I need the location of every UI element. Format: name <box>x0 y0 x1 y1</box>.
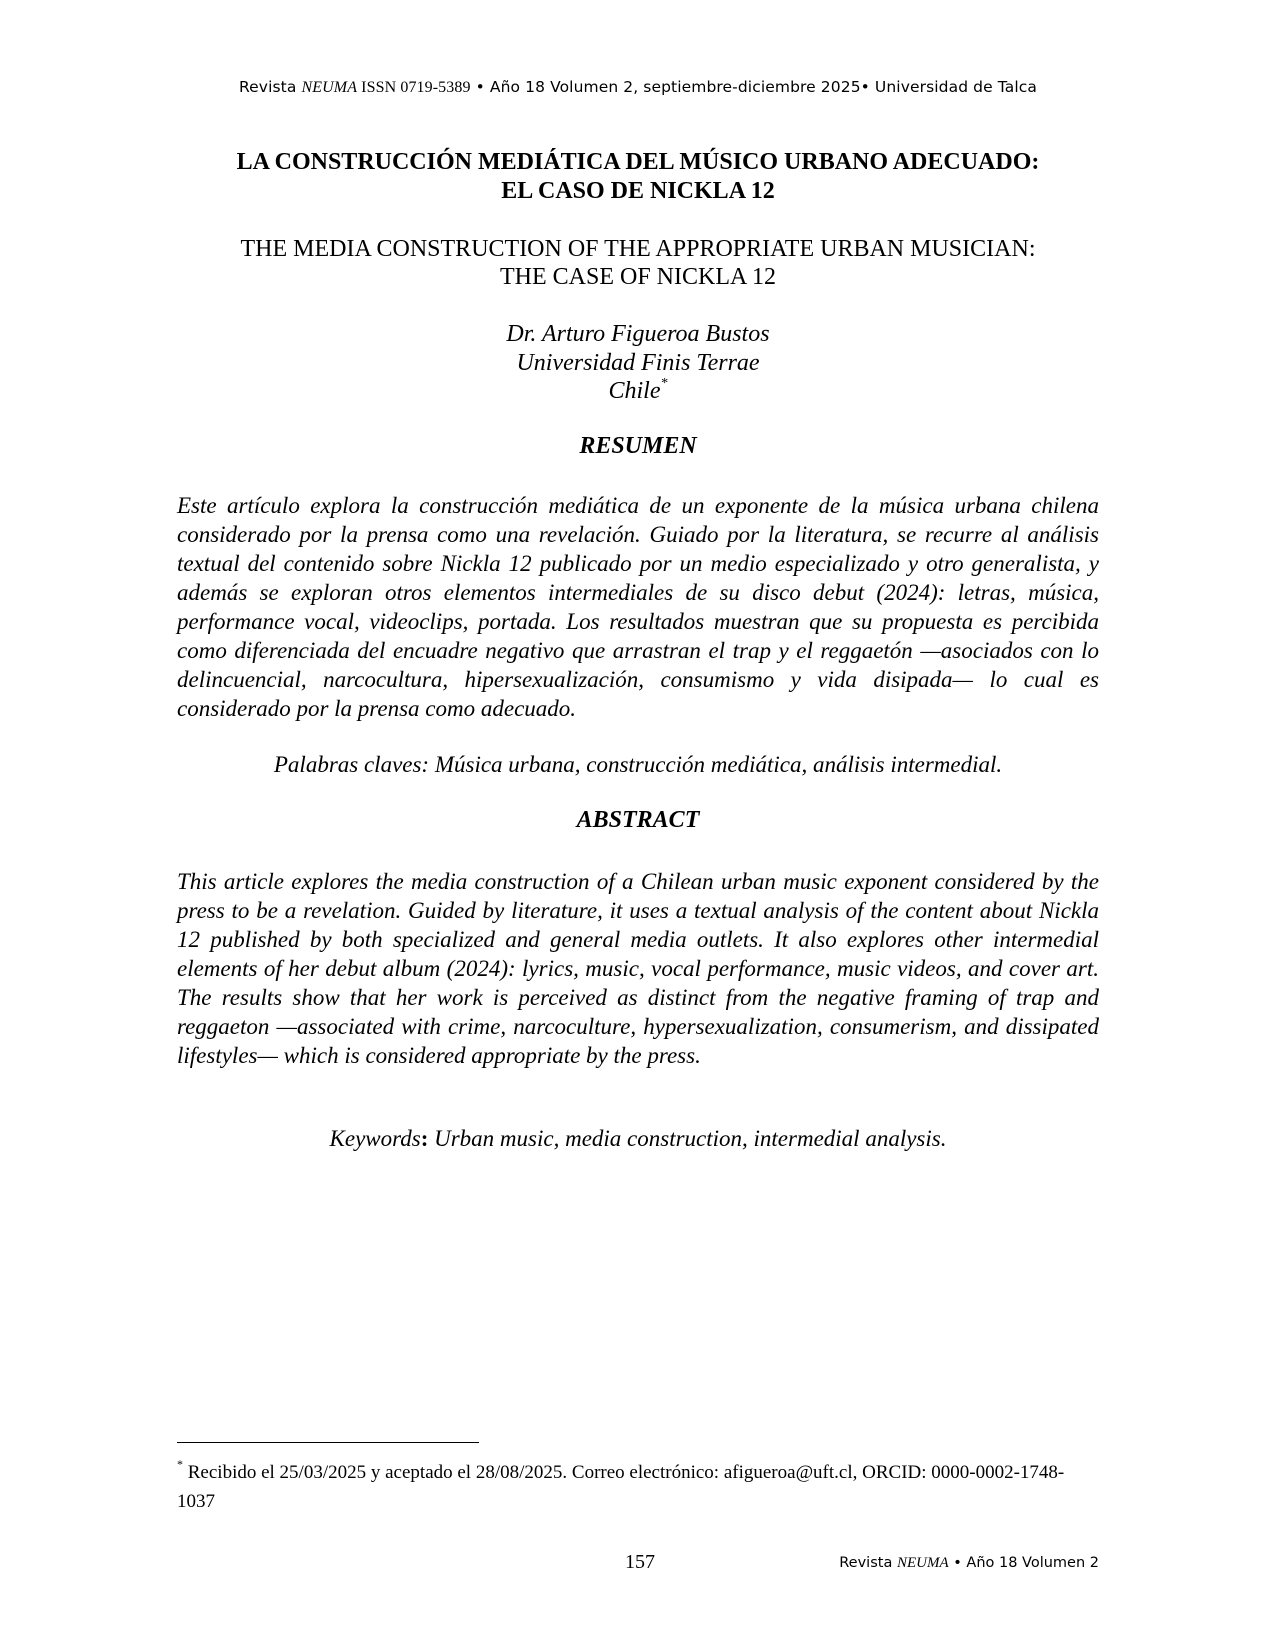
footer-prefix: Revista <box>839 1555 897 1571</box>
running-header <box>0 78 1276 97</box>
footnote-mark: * <box>177 1456 183 1471</box>
palabras-claves: Palabras claves: Música urbana, construcción mediática, análisis intermedial. <box>273 752 1003 777</box>
spanish-title-line-2: EL CASO DE NICKLA 12 <box>501 178 775 204</box>
author-country-line <box>0 377 1276 406</box>
english-title <box>0 235 1276 291</box>
spanish-title-line-1: LA CONSTRUCCIÓN MEDIÁTICA DEL MÚSICO URBANO ADECUADO: <box>236 149 1040 175</box>
resumen-heading: RESUMEN <box>579 433 697 459</box>
page-number: 157 <box>625 1551 655 1573</box>
header-prefix: Revista <box>239 78 302 96</box>
header-issue-info: • Año 18 Volumen 2, septiembre-diciembre 2025• Universidad de Talca <box>470 78 1037 96</box>
keywords-colon: : <box>420 1126 429 1151</box>
header-journal-name: NEUMA <box>301 79 358 96</box>
footer-issue-info: • Año 18 Volumen 2 <box>948 1555 1099 1571</box>
footer-journal-name: NEUMA <box>896 1555 949 1571</box>
spanish-title <box>0 148 1276 206</box>
footnote-text: Recibido el 25/03/2025 y aceptado el 28/08/2025. Correo electrónico: afigueroa@uft.cl, ORCID: 0000-0002-1748-1037 <box>177 1462 1065 1512</box>
keywords-line <box>0 1126 1276 1152</box>
keywords-label: Keywords <box>329 1126 421 1151</box>
abstract-heading: ABSTRACT <box>576 807 700 833</box>
english-title-line-1: THE MEDIA CONSTRUCTION OF THE APPROPRIATE URBAN MUSICIAN: <box>240 236 1036 262</box>
header-issn: ISSN 0719-5389 <box>357 79 471 96</box>
abstract-paragraph: This article explores the media construction of a Chilean urban music exponent considered by the press to be a revelation. Guided by literature, it uses a textual analysis of the content about Nickla 12 published by both specialized and general media outlets. It also explores other intermedial elements of her debut album (2024): lyrics, music, vocal performance, music videos, and cover art. The results show that her work is perceived as distinct from the negative framing of trap and reggaeton —associated with crime, narcoculture, hypersexualization, consumerism, and dissipated lifestyles— which is considered appropriate by the press. <box>177 869 1099 1068</box>
footnote <box>177 1458 1099 1516</box>
author-block <box>0 320 1276 406</box>
keywords-text: Urban music, media construction, intermedial analysis. <box>428 1126 947 1151</box>
running-footer <box>839 1555 1099 1572</box>
footnote-divider <box>177 1442 479 1443</box>
author-footnote-mark: * <box>660 376 668 391</box>
author-affiliation: Universidad Finis Terrae <box>516 349 760 376</box>
author-country: Chile <box>608 378 661 404</box>
author-name: Dr. Arturo Figueroa Bustos <box>506 321 770 347</box>
english-title-line-2: THE CASE OF NICKLA 12 <box>499 264 776 290</box>
resumen-paragraph: Este artículo explora la construcción mediática de un exponente de la música urbana chilena considerado por la prensa como una revelación. Guiado por la literatura, se recurre al análisis textual del contenido sobre Nickla 12 publicado por un medio especializado y otro generalista, y además se exploran otros elementos intermediales de su disco debut (2024): letras, música, performance vocal, videoclips, portada. Los resultados muestran que su propuesta es percibida como diferenciada del encuadre negativo que arrastran el trap y el reggaetón —asociados con lo delincuencial, narcocultura, hipersexualización, consumismo y vida disipada— lo cual es considerado por la prensa como adecuado. <box>177 493 1099 721</box>
